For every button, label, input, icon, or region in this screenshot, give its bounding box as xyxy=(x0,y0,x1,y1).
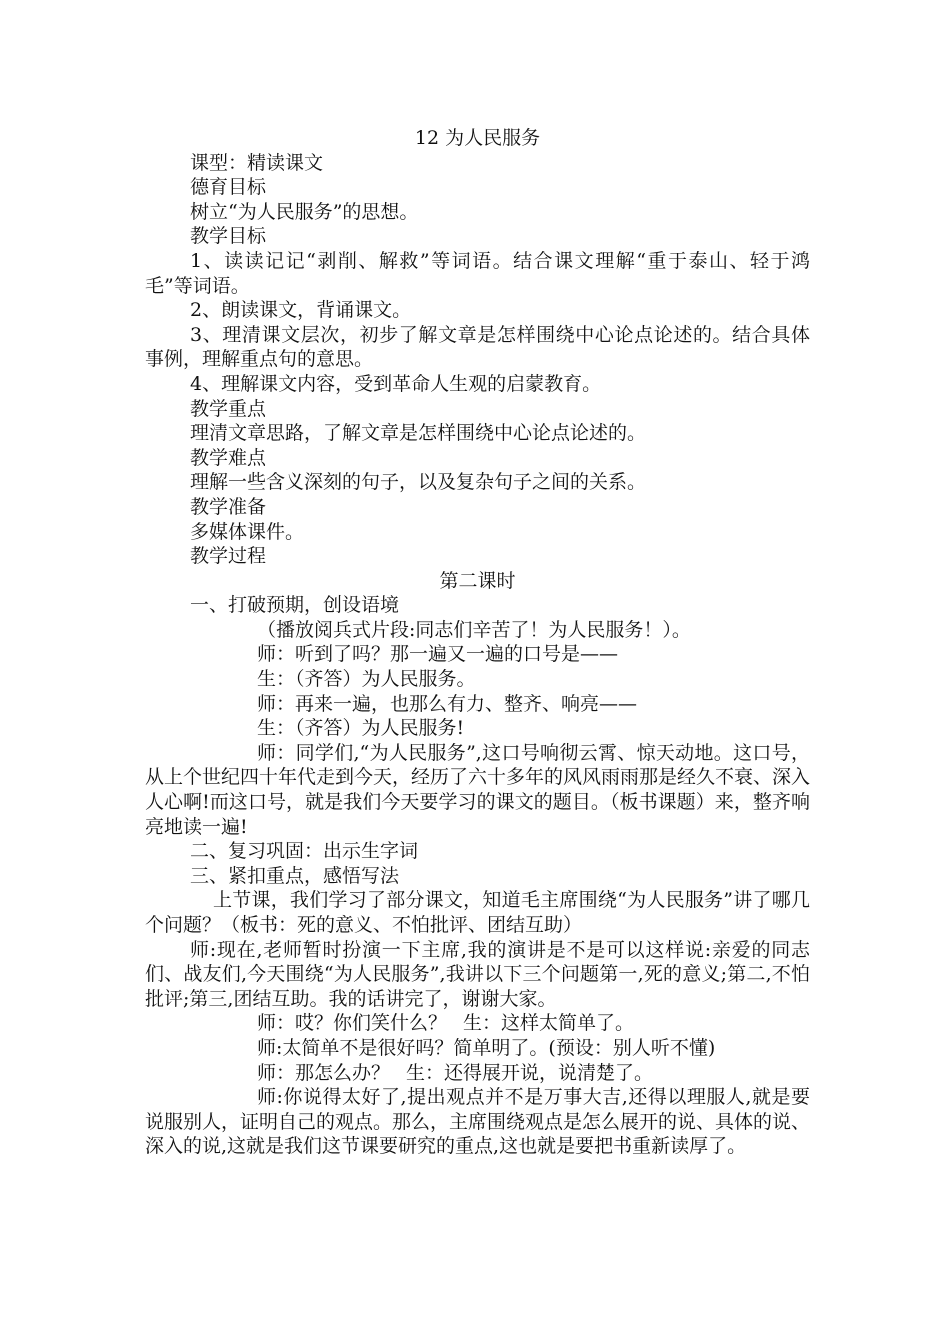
heading-preparation: 教学准备 xyxy=(190,495,267,518)
preparation-text: 多媒体课件。 xyxy=(190,520,305,543)
difficulties-text: 理解一些含义深刻的句子，以及复杂句子之间的关系。 xyxy=(190,471,647,494)
video-note: （播放阅兵式片段:同志们辛苦了！为人民服务！）。 xyxy=(257,618,691,641)
dialogue-line-pair xyxy=(145,1011,810,1036)
dialogue-line: 师：再来一遍，也那么有力、整齐、响亮—— xyxy=(257,692,638,715)
dialogue-line: 生：（齐答）为人民服务! xyxy=(257,717,465,740)
goal-item-3: 3、理清课文层次，初步了解文章是怎样围绕中心论点论述的。结合具体事例，理解重点句的意思。 xyxy=(145,323,810,371)
teacher-paragraph-3: 师:你说得太好了,提出观点并不是万事大吉,还得以理服人,就是要说服别人，证明自己的观点。那么，主席围绕观点是怎么展开的说、具体的说、深入的说,这就是我们这节课要研究的重点,这也就是要把书重新读厚了。 xyxy=(145,1086,811,1158)
teacher-paragraph-1: 师：同学们,“为人民服务”,这口号响彻云霄、惊天动地。这口号，从上个世纪四十年代走到今天，经历了六十多年的风风雨雨那是经久不衰、深入人心啊!而这口号，就是我们今天要学习的课文的题目。（板书课题）来，整齐响亮地读一遍! xyxy=(145,741,811,838)
dialogue-line: 师：听到了吗？那一遍又一遍的口号是—— xyxy=(257,643,619,666)
section-2-heading: 二、复习巩固：出示生字词 xyxy=(190,840,419,863)
dialogue-teacher: 师：哎？你们笑什么？ xyxy=(257,1012,448,1035)
heading-difficulties: 教学难点 xyxy=(190,446,267,469)
dialogue-line: 生：（齐答）为人民服务。 xyxy=(257,668,476,691)
section-1-heading: 一、打破预期，创设语境 xyxy=(190,594,400,617)
dialogue-student: 生：这样太简单了。 xyxy=(463,1012,635,1035)
section-3-heading: 三、紧扣重点，感悟写法 xyxy=(190,864,400,887)
document-page xyxy=(145,126,810,1159)
heading-moral-goal: 德育目标 xyxy=(190,176,267,199)
dialogue-line-pair xyxy=(145,1061,810,1086)
heading-process: 教学过程 xyxy=(190,545,267,568)
moral-goal-text: 树立“为人民服务”的思想。 xyxy=(190,200,419,223)
key-points-text: 理清文章思路，了解文章是怎样围绕中心论点论述的。 xyxy=(190,422,647,445)
dialogue-teacher: 师：那怎么办？ xyxy=(257,1061,391,1084)
goal-item-4: 4、理解课文内容，受到革命人生观的启蒙教育。 xyxy=(190,372,602,395)
review-paragraph: 上节课，我们学习了部分课文，知道毛主席围绕“为人民服务”讲了哪几个问题？（板书：死的意义、不怕批评、团结互助） xyxy=(145,889,810,936)
dialogue-student: 生：还得展开说，说清楚了。 xyxy=(406,1061,654,1084)
dialogue-line: 师:太简单不是很好吗？简单明了。(预设：别人听不懂) xyxy=(257,1036,716,1059)
heading-teaching-goals: 教学目标 xyxy=(190,225,267,248)
lesson-type: 课型：精读课文 xyxy=(190,151,324,174)
goal-item-1: 1、读读记记“剥削、解救”等词语。结合课文理解“重于泰山、轻于鸿毛”等词语。 xyxy=(145,249,810,297)
teacher-paragraph-2: 师:现在,老师暂时扮演一下主席,我的演讲是不是可以这样说:亲爱的同志们、战友们,今天围绕“为人民服务”,我讲以下三个问题第一,死的意义;第二,不怕批评;第三,团结互助。我的话讲完了，谢谢大家。 xyxy=(145,938,810,1010)
lesson-session-title: 第二课时 xyxy=(439,569,516,592)
heading-key-points: 教学重点 xyxy=(190,397,267,420)
page-title: 12 为人民服务 xyxy=(414,127,541,149)
goal-item-2: 2、朗读课文，背诵课文。 xyxy=(190,299,412,322)
